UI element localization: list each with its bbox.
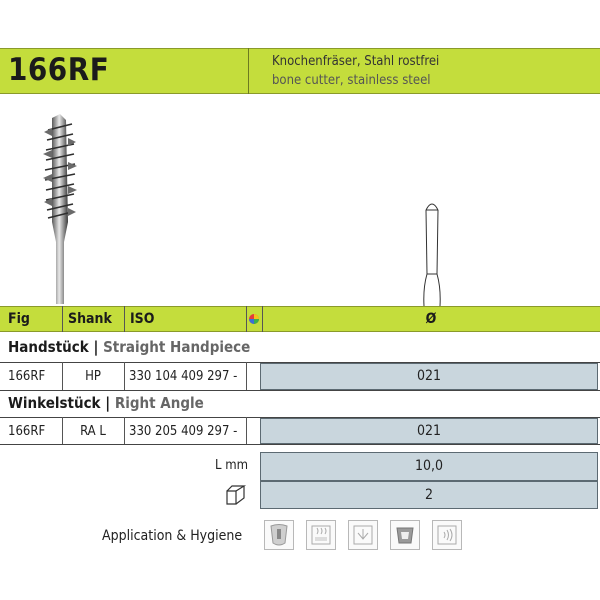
description-en: bone cutter, stainless steel: [272, 73, 431, 88]
application-hygiene-label: Application & Hygiene: [102, 528, 243, 544]
column-divider: [124, 362, 125, 390]
product-code: 166RF: [8, 52, 110, 88]
row-iso: 330 205 409 297 -: [129, 424, 238, 439]
color-ring-icon: [248, 313, 260, 325]
row-divider: [0, 444, 600, 445]
row-fig: 166RF: [8, 369, 46, 384]
column-shank: Shank: [68, 311, 112, 327]
section-title-right-angle: Winkelstück | Right Angle: [8, 394, 204, 412]
diameter-value: 021: [260, 418, 598, 444]
bur-drawing: [414, 196, 450, 306]
package-box-icon: [224, 483, 248, 507]
header-divider: [248, 48, 249, 94]
column-divider: [246, 417, 247, 444]
column-fig: Fig: [8, 311, 30, 327]
bur-photo: [30, 112, 90, 304]
row-iso: 330 104 409 297 -: [129, 369, 238, 384]
sterilization-icon: [348, 520, 378, 550]
column-divider: [246, 362, 247, 390]
ultrasonic-bath-icon: [432, 520, 462, 550]
column-iso: ISO: [130, 311, 155, 327]
length-label: L mm: [214, 458, 248, 473]
thermo-disinfector-icon: [306, 520, 336, 550]
column-diameter: Ø: [425, 311, 437, 327]
column-divider: [124, 306, 125, 332]
autoclave-icon: [390, 520, 420, 550]
bone-application-icon: [264, 520, 294, 550]
description-de: Knochenfräser, Stahl rostfrei: [272, 54, 440, 69]
diameter-value: 021: [260, 363, 598, 390]
pack-quantity-value: 2: [260, 481, 598, 509]
section-title-straight-handpiece: Handstück | Straight Handpiece: [8, 338, 251, 356]
row-fig: 166RF: [8, 424, 46, 439]
row-shank: HP: [85, 369, 101, 384]
row-shank: RA L: [80, 424, 106, 439]
row-divider: [0, 390, 600, 391]
column-divider: [124, 417, 125, 444]
length-value: 10,0: [260, 452, 598, 481]
column-divider: [62, 306, 63, 332]
column-divider: [246, 306, 247, 332]
